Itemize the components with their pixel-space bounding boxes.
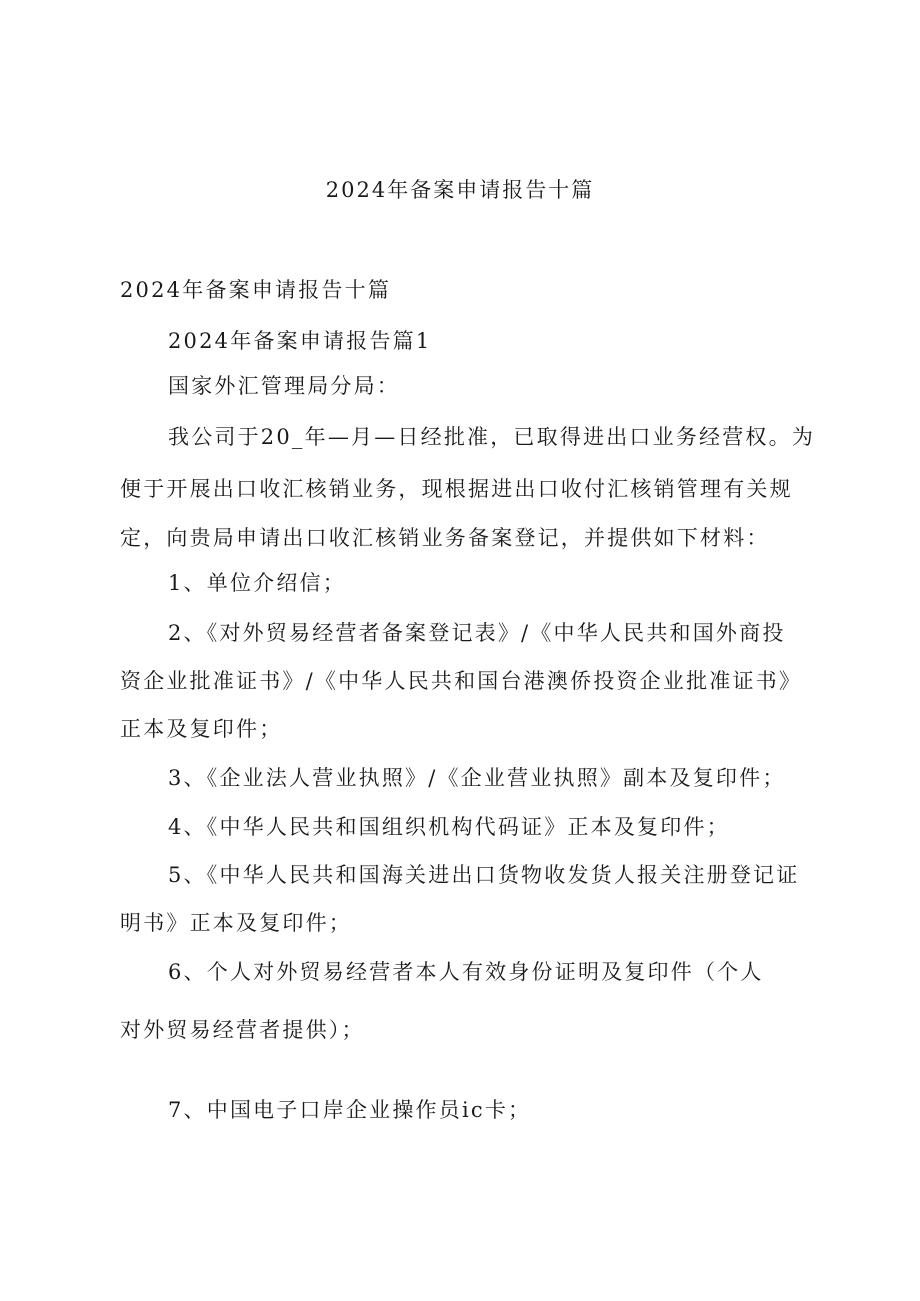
body-paragraph-line: 便于开展出口收汇核销业务，现根据进出口收付汇核销管理有关规 <box>120 477 793 501</box>
article-heading: 2024年备案申请报告篇1 <box>168 329 432 353</box>
list-item: 4、《中华人民共和国组织机构代码证》正本及复印件； <box>168 815 730 839</box>
list-item: 5、《中华人民共和国海关进出口货物收发货人报关注册登记证 <box>168 863 800 887</box>
list-item: 7、中国电子口岸企业操作员ic卡； <box>168 1098 532 1122</box>
list-item: 2、《对外贸易经营者备案登记表》/《中华人民共和国外商投 <box>168 621 786 645</box>
document-title: 2024年备案申请报告十篇 <box>325 178 595 202</box>
list-item-continued: 正本及复印件； <box>120 717 283 741</box>
list-item-continued: 资企业批准证书》/《中华人民共和国台港澳侨投资企业批准证书》 <box>120 669 803 693</box>
salutation: 国家外汇管理局分局： <box>168 374 400 398</box>
list-item-continued: 对外贸易经营者提供）； <box>120 1018 365 1042</box>
body-paragraph-line: 我公司于20_年—月—日经批准，已取得进出口业务经营权。为 <box>168 425 816 449</box>
list-item: 1、单位介绍信； <box>168 571 346 595</box>
list-item-continued: 明书》正本及复印件； <box>120 911 352 935</box>
list-item: 6、个人对外贸易经营者本人有效身份证明及复印件（个人 <box>168 960 764 984</box>
section-heading: 2024年备案申请报告十篇 <box>120 278 392 302</box>
body-paragraph-line: 定，向贵局申请出口收汇核销业务备案登记，并提供如下材料： <box>120 526 770 550</box>
list-item: 3、《企业法人营业执照》/《企业营业执照》副本及复印件； <box>168 766 786 790</box>
